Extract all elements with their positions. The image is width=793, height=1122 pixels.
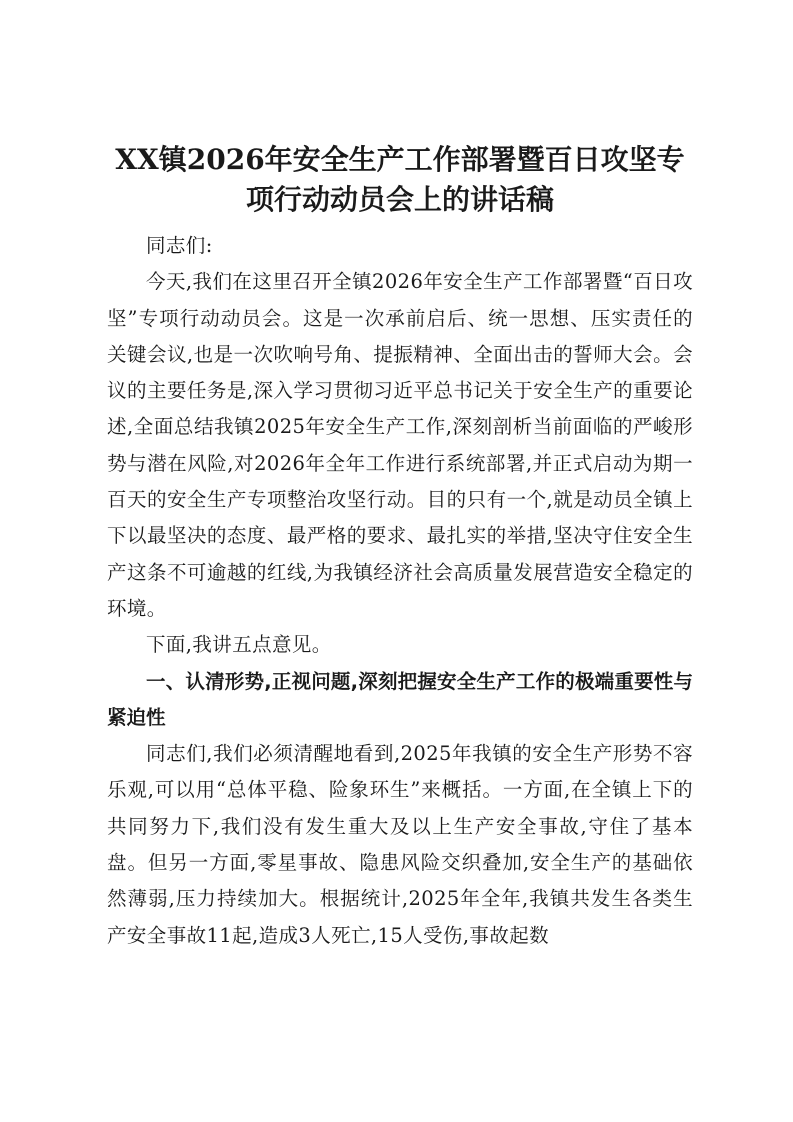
title-line-2: 项行动动员会上的讲话稿 [245,183,554,216]
document-title [107,140,693,220]
document-page [107,140,693,954]
paragraph-opening: 今天,我们在这里召开全镇2026年安全生产工作部署暨“百日攻坚”专项行动动员会。这是一次承前启后、统一思想、压实责任的关键会议,也是一次吹响号角、提振精神、全面出击的誓师大会。会议的主要任务是,深入学习贯彻习近平总书记关于安全生产的重要论述,全面总结我镇2025年安全生产工作,深刻剖析当前面临的严峻形势与潜在风险,对2026年全年工作进行系统部署,并正式启动为期一百天的安全生产专项整治攻坚行动。目的只有一个,就是动员全镇上下以最坚决的态度、最严格的要求、最扎实的举措,坚决守住安全生产这条不可逾越的红线,为我镇经济社会高质量发展营造安全稳定的环境。 [107,270,693,620]
paragraph-section-1: 同志们,我们必须清醒地看到,2025年我镇的安全生产形势不容乐观,可以用“总体平稳、险象环生”来概括。一方面,在全镇上下的共同努力下,我们没有发生重大及以上生产安全事故,守住了基本盘。但另一方面,零星事故、隐患风险交织叠加,安全生产的基础依然薄弱,压力持续加大。根据统计,2025年全年,我镇共发生各类生产安全事故11起,造成3人死亡,15人受伤,事故起数 [107,742,693,947]
section-heading-1: 一、认清形势,正视问题,深刻把握安全生产工作的极端重要性与紧迫性 [107,669,693,729]
salutation: 同志们: [146,234,213,257]
paragraph-outline: 下面,我讲五点意见。 [146,633,332,657]
title-line-1: XX镇2026年安全生产工作部署暨百日攻坚专 [115,143,685,176]
